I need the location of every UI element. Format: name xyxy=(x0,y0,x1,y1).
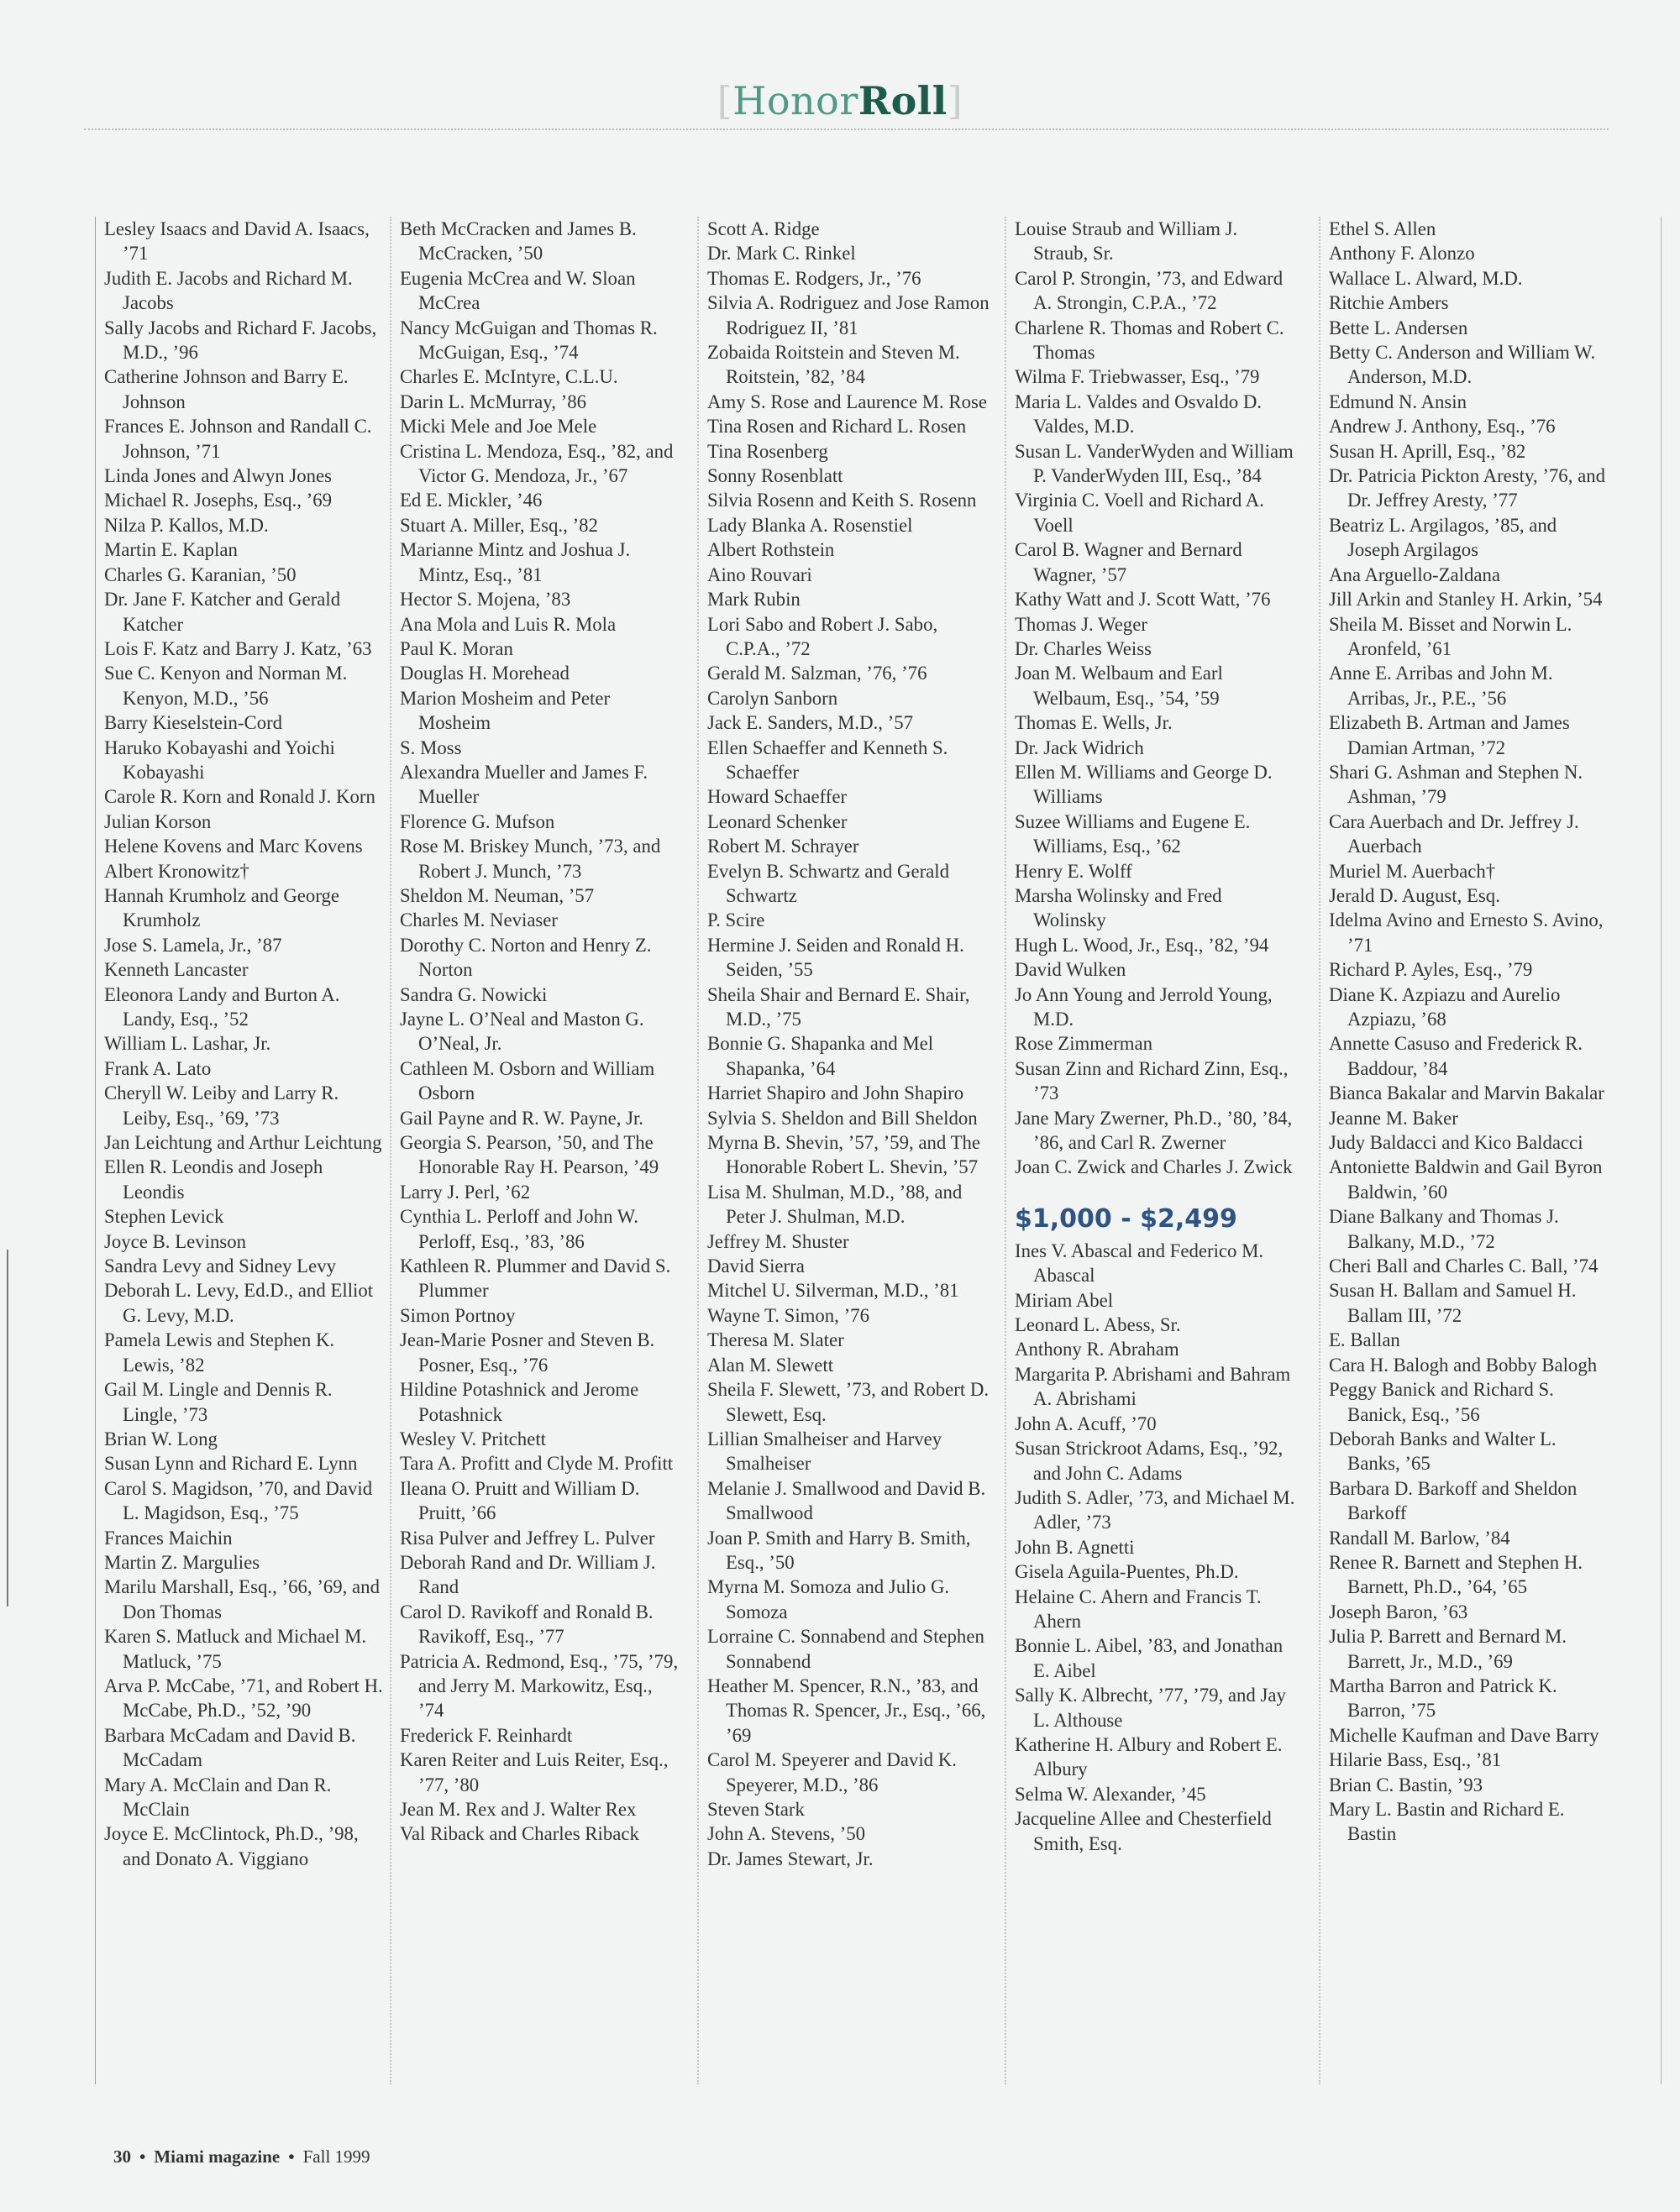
donor-entry: Annette Casuso and Frederick R. Baddour, ’84 xyxy=(1329,1033,1583,1079)
donor-entry: E. Ballan xyxy=(1329,1329,1400,1351)
donor-entry: Karen Reiter and Luis Reiter, Esq., ’77, ’80 xyxy=(400,1749,669,1795)
donor-entry: Jacqueline Allee and Chesterfield Smith, Esq. xyxy=(1015,1808,1272,1854)
header-title-roll: Roll xyxy=(858,78,948,123)
donor-entry: Hildine Potashnick and Jerome Potashnick xyxy=(400,1379,639,1425)
donor-entry: Silvia Rosenn and Keith S. Rosenn xyxy=(707,490,977,511)
donor-entry: Ellen M. Williams and George D. Williams xyxy=(1015,761,1273,808)
issue-date: Fall 1999 xyxy=(302,2146,370,2167)
donor-entry: Anne E. Arribas and John M. Arribas, Jr., P.E., ’56 xyxy=(1329,663,1553,709)
donor-entry: Linda Jones and Alwyn Jones xyxy=(104,465,333,487)
donor-entry: Catherine Johnson and Barry E. Johnson xyxy=(104,366,349,412)
donor-entry: Darin L. McMurray, ’86 xyxy=(400,391,586,412)
donor-entry: Michelle Kaufman and Dave Barry xyxy=(1329,1724,1599,1746)
donor-entry: Leonard L. Abess, Sr. xyxy=(1015,1314,1181,1336)
donor-entry: Diane K. Azpiazu and Aurelio Azpiazu, ’68 xyxy=(1329,983,1561,1030)
donor-entry: Frank A. Lato xyxy=(104,1057,212,1079)
donor-entry: Dorothy C. Norton and Henry Z. Norton xyxy=(400,934,652,981)
donor-entry: Peggy Banick and Richard S. Banick, Esq., ’56 xyxy=(1329,1379,1554,1425)
donor-entry: Joan M. Welbaum and Earl Welbaum, Esq., ’54, ’59 xyxy=(1015,663,1223,709)
header-bracket-open: [ xyxy=(717,78,733,123)
donor-entry: Ines V. Abascal and Federico M. Abascal xyxy=(1015,1240,1264,1287)
donor-entry: Sheila M. Bisset and Norwin L. Aronfeld, ’61 xyxy=(1329,613,1572,659)
donor-entry: Myrna B. Shevin, ’57, ’59, and The Honorable Robert L. Shevin, ’57 xyxy=(707,1132,981,1178)
donor-entry: Antoniette Baldwin and Gail Byron Baldwin, ’60 xyxy=(1329,1156,1603,1203)
donor-entry: Sonny Rosenblatt xyxy=(707,465,843,487)
page-number: 30 xyxy=(113,2146,131,2167)
donor-entry: Sheila F. Slewett, ’73, and Robert D. Slewett, Esq. xyxy=(707,1379,990,1425)
donor-entry: Martha Barron and Patrick K. Barron, ’75 xyxy=(1329,1675,1557,1722)
donor-entry: Lesley Isaacs and David A. Isaacs, ’71 xyxy=(104,218,370,265)
donor-entry: Marion Mosheim and Peter Mosheim xyxy=(400,687,611,734)
donor-entry: Randall M. Barlow, ’84 xyxy=(1329,1527,1510,1549)
donor-entry: Joan P. Smith and Harry B. Smith, Esq., ’50 xyxy=(707,1527,971,1573)
donor-entry: Wayne T. Simon, ’76 xyxy=(707,1304,869,1326)
donor-entry: Barbara D. Barkoff and Sheldon Barkoff xyxy=(1329,1477,1578,1524)
donor-entry: Ana Arguello-Zaldana xyxy=(1329,563,1501,585)
donor-entry: Gisela Aguila-Puentes, Ph.D. xyxy=(1015,1561,1239,1583)
donor-entry: Lillian Smalheiser and Harvey Smalheiser xyxy=(707,1428,942,1475)
header-title-honor: Honor xyxy=(732,78,858,123)
donor-entry: Cara H. Balogh and Bobby Balogh xyxy=(1329,1354,1598,1376)
donor-entry: Charles E. McIntyre, C.L.U. xyxy=(400,366,618,388)
donor-entry: Hannah Krumholz and George Krumholz xyxy=(104,884,340,931)
donor-entry: Georgia S. Pearson, ’50, and The Honorable Ray H. Pearson, ’49 xyxy=(400,1132,659,1178)
donor-entry: Jayne L. O’Neal and Maston G. O’Neal, Jr. xyxy=(400,1009,644,1055)
donor-entry: Edmund N. Ansin xyxy=(1329,391,1467,412)
donor-entry: Lois F. Katz and Barry J. Katz, ’63 xyxy=(104,637,372,659)
donor-entry: Michael R. Josephs, Esq., ’69 xyxy=(104,490,333,511)
donor-entry: Stephen Levick xyxy=(104,1206,224,1228)
donor-entry: Cara Auerbach and Dr. Jeffrey J. Auerbach xyxy=(1329,810,1579,857)
donor-entry: Risa Pulver and Jeffrey L. Pulver xyxy=(400,1527,655,1549)
donor-entry: David Wulken xyxy=(1015,959,1126,981)
donor-entry: Jill Arkin and Stanley H. Arkin, ’54 xyxy=(1329,589,1603,611)
donor-entry: Virginia C. Voell and Richard A. Voell xyxy=(1015,490,1264,536)
donor-entry: Renee R. Barnett and Stephen H. Barnett, Ph.D., ’64, ’65 xyxy=(1329,1551,1583,1598)
donor-entry: Susan L. VanderWyden and William P. VanderWyden III, Esq., ’84 xyxy=(1015,440,1294,487)
donor-entry: Julia P. Barrett and Bernard M. Barrett, Jr., M.D., ’69 xyxy=(1329,1626,1567,1672)
donor-entry: Dr. Jane F. Katcher and Gerald Katcher xyxy=(104,589,341,635)
donor-entry: Myrna M. Somoza and Julio G. Somoza xyxy=(707,1576,950,1622)
donor-entry: Jo Ann Young and Jerrold Young, M.D. xyxy=(1015,983,1273,1030)
donor-entry: Carol S. Magidson, ’70, and David L. Magidson, Esq., ’75 xyxy=(104,1477,373,1524)
donor-entry: Selma W. Alexander, ’45 xyxy=(1015,1783,1206,1805)
donor-entry: Albert Kronowitz† xyxy=(104,860,249,882)
donor-entry: Cheri Ball and Charles C. Ball, ’74 xyxy=(1329,1255,1599,1277)
donor-entry: John B. Agnetti xyxy=(1015,1536,1135,1558)
donor-entry: Gail Payne and R. W. Payne, Jr. xyxy=(400,1107,644,1129)
donor-entry: Val Riback and Charles Riback xyxy=(400,1823,639,1845)
donor-entry: Thomas E. Wells, Jr. xyxy=(1015,712,1173,734)
donor-entry: Sheila Shair and Bernard E. Shair, M.D., ’75 xyxy=(707,983,970,1030)
donor-entry: Jean-Marie Posner and Steven B. Posner, Esq., ’76 xyxy=(400,1329,655,1376)
donor-entry: Jack E. Sanders, M.D., ’57 xyxy=(707,712,914,734)
donor-entry: Jean M. Rex and J. Walter Rex xyxy=(400,1799,637,1820)
donor-entry: Katherine H. Albury and Robert E. Albury xyxy=(1015,1733,1283,1780)
donor-entry: Carol M. Speyerer and David K. Speyerer, M.D., ’86 xyxy=(707,1749,957,1795)
donor-entry: Rose Zimmerman xyxy=(1015,1033,1152,1055)
donor-entry: Arva P. McCabe, ’71, and Robert H. McCabe, Ph.D., ’52, ’90 xyxy=(104,1675,383,1722)
donor-entry: Miriam Abel xyxy=(1015,1289,1114,1311)
donor-entry: Richard P. Ayles, Esq., ’79 xyxy=(1329,959,1533,981)
donor-entry: Bianca Bakalar and Marvin Bakalar xyxy=(1329,1082,1604,1104)
donor-entry: Wallace L. Alward, M.D. xyxy=(1329,267,1523,289)
donor-entry: Lorraine C. Sonnabend and Stephen Sonnabend xyxy=(707,1626,984,1672)
donor-entry: Diane Balkany and Thomas J. Balkany, M.D., ’72 xyxy=(1329,1206,1559,1252)
donor-entry: Evelyn B. Schwartz and Gerald Schwartz xyxy=(707,860,950,906)
donor-entry: Marilu Marshall, Esq., ’66, ’69, and Don Thomas xyxy=(104,1576,380,1622)
donor-entry: Joseph Baron, ’63 xyxy=(1329,1601,1468,1622)
donor-entry: Margarita P. Abrishami and Bahram A. Abrishami xyxy=(1015,1363,1291,1410)
donor-entry: Sandra G. Nowicki xyxy=(400,983,548,1005)
donor-entry: Haruko Kobayashi and Yoichi Kobayashi xyxy=(104,736,335,783)
donor-entry: Melanie J. Smallwood and David B. Smallwood xyxy=(707,1477,986,1524)
donor-entry: Jane Mary Zwerner, Ph.D., ’80, ’84, ’86, and Carl R. Zwerner xyxy=(1015,1107,1293,1154)
donor-entry: Marsha Wolinsky and Fred Wolinsky xyxy=(1015,884,1222,931)
donor-entry: Micki Mele and Joe Mele xyxy=(400,416,597,438)
donor-column-4 xyxy=(1005,217,1297,2084)
donor-entry: Cristina L. Mendoza, Esq., ’82, and Victor G. Mendoza, Jr., ’67 xyxy=(400,440,674,487)
donor-entry: Susan Lynn and Richard E. Lynn xyxy=(104,1453,358,1475)
donor-entry: Florence G. Mufson xyxy=(400,810,555,832)
donor-entry: Brian W. Long xyxy=(104,1428,218,1449)
donor-entry: Dr. James Stewart, Jr. xyxy=(707,1848,874,1869)
donor-entry: Brian C. Bastin, ’93 xyxy=(1329,1774,1483,1795)
donor-entry: Judith S. Adler, ’73, and Michael M. Adler, ’73 xyxy=(1015,1486,1295,1533)
donor-entry: Robert M. Schrayer xyxy=(707,836,859,857)
donor-entry: Carol D. Ravikoff and Ronald B. Ravikoff, Esq., ’77 xyxy=(400,1601,654,1648)
donor-entry: Andrew J. Anthony, Esq., ’76 xyxy=(1329,416,1556,438)
donor-entry: Bonnie L. Aibel, ’83, and Jonathan E. Aibel xyxy=(1015,1635,1284,1681)
donor-entry: Susan Strickroot Adams, Esq., ’92, and John C. Adams xyxy=(1015,1438,1284,1484)
donor-entry: Howard Schaeffer xyxy=(707,786,848,808)
donor-entry: Sue C. Kenyon and Norman M. Kenyon, M.D., ’56 xyxy=(104,663,348,709)
donor-entry: Karen S. Matluck and Michael M. Matluck, ’75 xyxy=(104,1626,367,1672)
donor-entry: Gerald M. Salzman, ’76, ’76 xyxy=(707,663,927,684)
donor-entry: Sylvia S. Sheldon and Bill Sheldon xyxy=(707,1107,978,1129)
donor-entry: Harriet Shapiro and John Shapiro xyxy=(707,1082,964,1104)
donor-entry: Kenneth Lancaster xyxy=(104,959,249,981)
donor-entry: Albert Rothstein xyxy=(707,539,835,561)
donor-entry: Pamela Lewis and Stephen K. Lewis, ’82 xyxy=(104,1329,335,1376)
donor-entry: Dr. Mark C. Rinkel xyxy=(707,243,856,265)
donor-entry: Tina Rosenberg xyxy=(707,440,828,462)
donor-entry: David Sierra xyxy=(707,1255,805,1277)
donor-entry: Dr. Patricia Pickton Aresty, ’76, and Dr. Jeffrey Aresty, ’77 xyxy=(1329,465,1606,511)
donor-entry: Sheldon M. Neuman, ’57 xyxy=(400,884,595,906)
donor-column-2 xyxy=(390,217,682,2084)
donor-entry: Charles M. Neviaser xyxy=(400,909,559,931)
donor-entry: Hilarie Bass, Esq., ’81 xyxy=(1329,1749,1502,1771)
donor-entry: Jan Leichtung and Arthur Leichtung xyxy=(104,1132,382,1154)
donor-column-1 xyxy=(95,217,386,2084)
donor-entry: Cynthia L. Perloff and John W. Perloff, Esq., ’83, ’86 xyxy=(400,1206,638,1252)
donor-entry: John A. Stevens, ’50 xyxy=(707,1823,866,1845)
donor-entry: Martin Z. Margulies xyxy=(104,1551,260,1573)
donor-entry: Scott A. Ridge xyxy=(707,218,820,239)
donor-entry: Beth McCracken and James B. McCracken, ’50 xyxy=(400,218,637,265)
donor-entry: Lady Blanka A. Rosenstiel xyxy=(707,514,913,536)
donor-entry: Rose M. Briskey Munch, ’73, and Robert J. Munch, ’73 xyxy=(400,836,661,882)
giving-level-heading: $1,000 - $2,499 xyxy=(1015,1203,1237,1234)
donor-entry: Silvia A. Rodriguez and Jose Ramon Rodriguez II, ’81 xyxy=(707,292,990,338)
donor-entry: Mark Rubin xyxy=(707,589,801,611)
donor-entry: John A. Acuff, ’70 xyxy=(1015,1413,1157,1434)
donor-entry: Ellen Schaeffer and Kenneth S. Schaeffer xyxy=(707,736,948,783)
donor-entry: Frederick F. Reinhardt xyxy=(400,1724,573,1746)
donor-entry: Stuart A. Miller, Esq., ’82 xyxy=(400,514,598,536)
donor-entry: Helaine C. Ahern and Francis T. Ahern xyxy=(1015,1586,1262,1632)
donor-entry: Hermine J. Seiden and Ronald H. Seiden, ’55 xyxy=(707,934,964,981)
donor-entry: Henry E. Wolff xyxy=(1015,860,1132,882)
donor-entry: Carol P. Strongin, ’73, and Edward A. Strongin, C.P.A., ’72 xyxy=(1015,267,1284,314)
donor-entry: Dr. Charles Weiss xyxy=(1015,637,1152,659)
donor-entry: Heather M. Spencer, R.N., ’83, and Thomas R. Spencer, Jr., Esq., ’66, ’69 xyxy=(707,1675,986,1746)
donor-entry: Jeanne M. Baker xyxy=(1329,1107,1458,1129)
footer-separator-1: • xyxy=(139,2146,146,2167)
donor-entry: Theresa M. Slater xyxy=(707,1329,844,1351)
donor-entry: Carole R. Korn and Ronald J. Korn xyxy=(104,786,375,808)
donor-entry: Judith E. Jacobs and Richard M. Jacobs xyxy=(104,267,353,314)
donor-entry: Suzee Williams and Eugene E. Williams, Esq., ’62 xyxy=(1015,810,1251,857)
donor-entry: Amy S. Rose and Laurence M. Rose xyxy=(707,391,988,412)
donor-entry: Deborah L. Levy, Ed.D., and Elliot G. Levy, M.D. xyxy=(104,1280,374,1326)
page-footer xyxy=(113,2146,370,2167)
donor-entry: Susan H. Ballam and Samuel H. Ballam III, ’72 xyxy=(1329,1280,1577,1326)
donor-entry: Kathy Watt and J. Scott Watt, ’76 xyxy=(1015,589,1271,611)
donor-entry: Gail M. Lingle and Dennis R. Lingle, ’73 xyxy=(104,1379,333,1425)
donor-entry: Kathleen R. Plummer and David S. Plummer xyxy=(400,1255,671,1302)
donor-entry: Zobaida Roitstein and Steven M. Roitstein, ’82, ’84 xyxy=(707,342,960,388)
donor-entry: Betty C. Anderson and William W. Anderson, M.D. xyxy=(1329,342,1596,388)
donor-column-3 xyxy=(697,217,990,2084)
donor-entry: Hector S. Mojena, ’83 xyxy=(400,589,571,611)
donor-entry: Jeffrey M. Shuster xyxy=(707,1230,849,1252)
donor-entry: Elizabeth B. Artman and James Damian Artman, ’72 xyxy=(1329,712,1570,758)
donor-entry: Wesley V. Pritchett xyxy=(400,1428,546,1449)
donor-entry: Sally K. Albrecht, ’77, ’79, and Jay L. Althouse xyxy=(1015,1685,1286,1731)
donor-entry: Beatriz L. Argilagos, ’85, and Joseph Argilagos xyxy=(1329,514,1557,561)
donor-entry: Nilza P. Kallos, M.D. xyxy=(104,514,269,536)
donor-entry: Cheryll W. Leiby and Larry R. Leiby, Esq., ’69, ’73 xyxy=(104,1082,339,1129)
donor-entry: Susan H. Aprill, Esq., ’82 xyxy=(1329,440,1526,462)
donor-entry: Joyce B. Levinson xyxy=(104,1230,247,1252)
publication-name: Miami magazine xyxy=(154,2146,281,2167)
donor-entry: William L. Lashar, Jr. xyxy=(104,1033,271,1055)
donor-entry: Jerald D. August, Esq. xyxy=(1329,884,1500,906)
donor-entry: Deborah Rand and Dr. William J. Rand xyxy=(400,1551,656,1598)
donor-entry: Bette L. Andersen xyxy=(1329,317,1468,338)
donor-entry: Ethel S. Allen xyxy=(1329,218,1436,239)
donor-entry: Alexandra Mueller and James F. Mueller xyxy=(400,761,648,808)
donor-entry: Eleonora Landy and Burton A. Landy, Esq., ’52 xyxy=(104,983,340,1030)
donor-entry: Douglas H. Morehead xyxy=(400,663,570,684)
donor-entry: Anthony F. Alonzo xyxy=(1329,243,1475,265)
donor-entry: Larry J. Perl, ’62 xyxy=(400,1181,531,1203)
right-column-rule xyxy=(1661,217,1662,2084)
donor-entry: Nancy McGuigan and Thomas R. McGuigan, Esq., ’74 xyxy=(400,317,658,364)
donor-entry: Carol B. Wagner and Bernard Wagner, ’57 xyxy=(1015,539,1242,585)
donor-entry: Barbara McCadam and David B. McCadam xyxy=(104,1724,356,1771)
donor-column-5 xyxy=(1319,217,1611,2084)
donor-entry: S. Moss xyxy=(400,736,462,758)
donor-entry: Frances Maichin xyxy=(104,1527,233,1549)
donor-entry: Anthony R. Abraham xyxy=(1015,1339,1179,1360)
donor-entry: Ileana O. Pruitt and William D. Pruitt, ’66 xyxy=(400,1477,640,1524)
donor-entry: Tara A. Profitt and Clyde M. Profitt xyxy=(400,1453,674,1475)
donor-entry: Hugh L. Wood, Jr., Esq., ’82, ’94 xyxy=(1015,934,1269,956)
donor-entry: Lori Sabo and Robert J. Sabo, C.P.A., ’72 xyxy=(707,613,938,659)
donor-entry: Alan M. Slewett xyxy=(707,1354,834,1376)
donor-entry: Tina Rosen and Richard L. Rosen xyxy=(707,416,967,438)
donor-entry: Maria L. Valdes and Osvaldo D. Valdes, M.D. xyxy=(1015,391,1262,438)
donor-entry: Louise Straub and William J. Straub, Sr. xyxy=(1015,218,1238,265)
donor-entry: Thomas E. Rodgers, Jr., ’76 xyxy=(707,267,921,289)
donor-entry: P. Scire xyxy=(707,909,765,931)
donor-entry: Mary A. McClain and Dan R. McClain xyxy=(104,1774,332,1820)
donor-entry: Susan Zinn and Richard Zinn, Esq., ’73 xyxy=(1015,1057,1289,1104)
donor-entry: Frances E. Johnson and Randall C. Johnson, ’71 xyxy=(104,416,372,462)
donor-entry: Julian Korson xyxy=(104,810,212,832)
header-bracket-close: ] xyxy=(947,78,963,123)
donor-entry: Mitchel U. Silverman, M.D., ’81 xyxy=(707,1280,959,1302)
donor-entry: Thomas J. Weger xyxy=(1015,613,1147,635)
donor-entry: Steven Stark xyxy=(707,1799,805,1820)
donor-entry: Deborah Banks and Walter L. Banks, ’65 xyxy=(1329,1428,1557,1475)
donor-entry: Ritchie Ambers xyxy=(1329,292,1449,314)
footer-separator-2: • xyxy=(288,2146,295,2167)
donor-entry: Carolyn Sanborn xyxy=(707,687,838,709)
donor-entry: Patricia A. Redmond, Esq., ’75, ’79, and Jerry M. Markowitz, Esq., ’74 xyxy=(400,1650,679,1722)
donor-entry: Ana Mola and Luis R. Mola xyxy=(400,613,617,635)
donor-entry: Cathleen M. Osborn and William Osborn xyxy=(400,1057,655,1104)
donor-entry: Joyce E. McClintock, Ph.D., ’98, and Donato A. Viggiano xyxy=(104,1823,359,1869)
donor-entry: Marianne Mintz and Joshua J. Mintz, Esq., ’81 xyxy=(400,539,631,585)
donor-entry: Martin E. Kaplan xyxy=(104,539,238,561)
donor-entry: Ellen R. Leondis and Joseph Leondis xyxy=(104,1156,323,1203)
donor-entry: Idelma Avino and Ernesto S. Avino, ’71 xyxy=(1329,909,1604,956)
donor-entry: Charles G. Karanian, ’50 xyxy=(104,563,297,585)
donor-entry: Muriel M. Auerbach† xyxy=(1329,860,1496,882)
donor-entry: Leonard Schenker xyxy=(707,810,848,832)
donor-entry: Simon Portnoy xyxy=(400,1304,516,1326)
donor-entry: Shari G. Ashman and Stephen N. Ashman, ’79 xyxy=(1329,761,1583,808)
donor-entry: Barry Kieselstein-Cord xyxy=(104,712,283,734)
donor-entry: Paul K. Moran xyxy=(400,637,513,659)
donor-entry: Charlene R. Thomas and Robert C. Thomas xyxy=(1015,317,1284,364)
donor-entry: Eugenia McCrea and W. Sloan McCrea xyxy=(400,267,636,314)
donor-entry: Ed E. Mickler, ’46 xyxy=(400,490,543,511)
donor-entry: Jose S. Lamela, Jr., ’87 xyxy=(104,934,282,956)
donor-entry: Sandra Levy and Sidney Levy xyxy=(104,1255,337,1277)
donor-entry: Judy Baldacci and Kico Baldacci xyxy=(1329,1132,1583,1154)
donor-entry: Joan C. Zwick and Charles J. Zwick xyxy=(1015,1156,1293,1178)
donor-entry: Bonnie G. Shapanka and Mel Shapanka, ’64 xyxy=(707,1033,934,1079)
donor-entry: Sally Jacobs and Richard F. Jacobs, M.D., ’96 xyxy=(104,317,377,364)
donor-entry: Dr. Jack Widrich xyxy=(1015,736,1144,758)
donor-entry: Wilma F. Triebwasser, Esq., ’79 xyxy=(1015,366,1260,388)
donor-entry: Helene Kovens and Marc Kovens xyxy=(104,836,363,857)
donor-entry: Aino Rouvari xyxy=(707,563,812,585)
donor-entry: Mary L. Bastin and Richard E. Bastin xyxy=(1329,1799,1565,1845)
donor-entry: Lisa M. Shulman, M.D., ’88, and Peter J. Shulman, M.D. xyxy=(707,1181,963,1228)
